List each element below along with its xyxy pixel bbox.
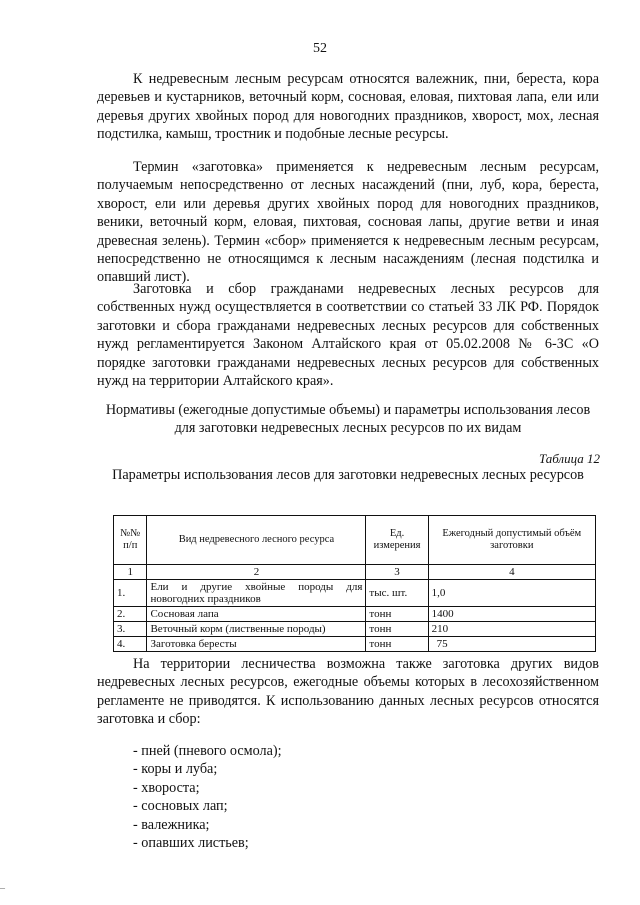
paragraph-text: На территории лесничества возможна также заготовка других видов недревесных лесных ресурсов, ежегодные объемы которых в лесохозяйственном регламенте не приводятся. К использованию данных лесных ресурсов относятся заготовка и сбор: [97,656,599,728]
paragraph-resources [97,70,599,144]
header-number: №№ п/п [114,516,147,565]
table-label: Таблица 12 [538,451,600,466]
table-row [114,607,596,622]
resource-unit: тыс. шт. [366,580,428,607]
row-number: 3. [114,622,147,637]
paragraph-term-harvest [97,158,599,287]
paragraph-text: Термин «заготовка» применяется к недревесным лесным ресурсам, получаемым непосредственно от лесных насаждений (пни, луб, кора, береста, хворост, ели или деревья других хвойных пород для новогодних праздников, веники, веточный корм, еловая, пихтовая, сосновая лапы, другие ветви и иная древесная зелень). Термин «сбор» применяется к недревесным лесным ресурсам, непосредственно не относящимся к лесным насаждениям (лесная подстилка и опавший лист). [97,159,599,286]
resource-volume: 210 [428,622,595,637]
column-number: 3 [366,565,428,580]
row-number: 1. [114,580,147,607]
list-item: - хвороста; [133,779,200,796]
resource-name: Заготовка бересты [147,637,366,652]
resource-name: Веточный корм (лиственные породы) [147,622,366,637]
paragraph-other-resources [97,655,599,729]
resource-name: Сосновая лапа [147,607,366,622]
table-header-row [114,516,596,565]
list-item: - сосновых лап; [133,798,228,815]
table-title: Параметры использования лесов для заготовки недревесных лесных ресурсов [112,467,584,483]
resource-volume: 1,0 [428,580,595,607]
resource-unit: тонн [366,607,428,622]
parameters-table [113,515,596,652]
row-number: 4. [114,637,147,652]
row-number: 2. [114,607,147,622]
list-item: - валежника; [133,816,210,833]
paragraph-text: Заготовка и сбор гражданами недревесных лесных ресурсов для собственных нужд осуществляется в соответствии со статьей 33 ЛК РФ. Порядок заготовки и сбора гражданами недревесных лесных ресурсов для собственных нужд регламентируется Законом Алтайского края от 05.02.2008 № 6-ЗС «О порядке заготовки гражданами недревесных лесных ресурсов для собственных нужд на территории Алтайского края». [97,281,599,390]
table-row [114,622,596,637]
resource-name: Ели и другие хвойные породы для новогодних праздников [147,580,366,607]
resource-unit: тонн [366,622,428,637]
list-item: - пней (пневого осмола); [133,743,282,759]
resource-unit: тонн [366,637,428,652]
section-heading: Нормативы (ежегодные допустимые объемы) и параметры использования лесов для заготовки недревесных лесных ресурсов по их видам [105,402,591,436]
scan-mark: – [0,883,5,894]
page-number: 52 [313,41,327,56]
resource-volume: 1400 [428,607,595,622]
header-resource-type: Вид недревесного лесного ресурса [147,516,366,565]
header-annual-volume: Ежегодный допустимый объём заготовки [428,516,595,565]
resource-volume: 75 [428,637,595,652]
list-item: - опавших листьев; [133,835,249,852]
column-number: 1 [114,565,147,580]
column-number-row [114,565,596,580]
table-row [114,637,596,652]
table-row [114,580,596,607]
paragraph-text: К недревесным лесным ресурсам относятся валежник, пни, береста, кора деревьев и кустарников, веточный корм, сосновая, еловая, пихтовая лапа, ели или деревья других хвойных пород для новогодних праздников, хворост, мох, лесная подстилка, камыш, тростник и подобные лесные ресурсы. [97,71,599,143]
column-number: 4 [428,565,595,580]
list-item: - коры и луба; [133,761,218,778]
header-unit: Ед. измерения [366,516,428,565]
resource-list [133,742,282,852]
paragraph-legal-basis [97,280,599,390]
column-number: 2 [147,565,366,580]
